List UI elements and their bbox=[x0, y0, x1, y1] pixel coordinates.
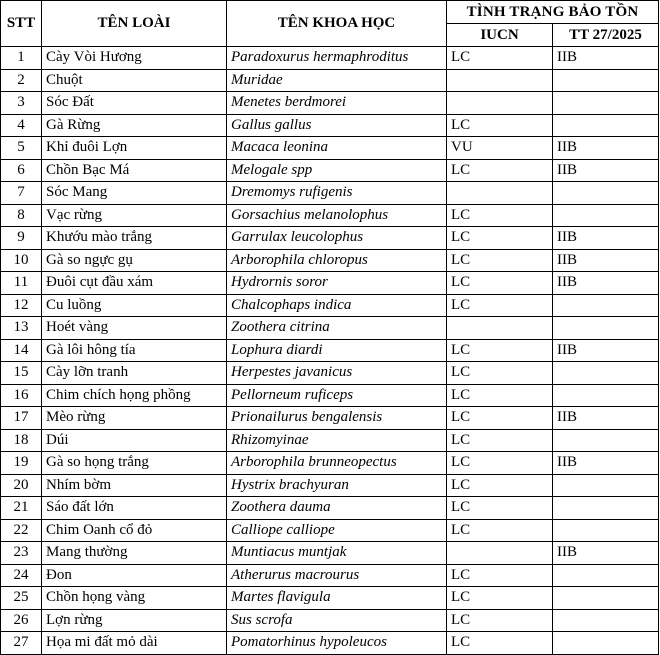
cell-tt-27-2025 bbox=[553, 384, 659, 407]
cell-tt-27-2025: IIB bbox=[553, 227, 659, 250]
table-row bbox=[1, 362, 659, 385]
cell-stt: 7 bbox=[1, 182, 42, 205]
header-stt: STT bbox=[1, 1, 42, 47]
cell-ten-khoa-hoc: Lophura diardi bbox=[227, 339, 447, 362]
table-row bbox=[1, 159, 659, 182]
cell-ten-khoa-hoc: Paradoxurus hermaphroditus bbox=[227, 47, 447, 70]
cell-stt: 14 bbox=[1, 339, 42, 362]
cell-ten-loai: Cu luồng bbox=[42, 294, 227, 317]
cell-stt: 27 bbox=[1, 632, 42, 655]
cell-iucn: LC bbox=[447, 272, 553, 295]
cell-stt: 9 bbox=[1, 227, 42, 250]
cell-iucn: LC bbox=[447, 227, 553, 250]
cell-stt: 13 bbox=[1, 317, 42, 340]
cell-ten-khoa-hoc: Martes flavigula bbox=[227, 587, 447, 610]
cell-iucn: LC bbox=[447, 564, 553, 587]
cell-ten-loai: Khướu mào trắng bbox=[42, 227, 227, 250]
cell-tt-27-2025 bbox=[553, 474, 659, 497]
cell-stt: 22 bbox=[1, 519, 42, 542]
table-body bbox=[1, 47, 659, 655]
table-row bbox=[1, 429, 659, 452]
cell-tt-27-2025 bbox=[553, 114, 659, 137]
cell-ten-loai: Dúi bbox=[42, 429, 227, 452]
cell-tt-27-2025: IIB bbox=[553, 407, 659, 430]
cell-tt-27-2025 bbox=[553, 497, 659, 520]
cell-ten-loai: Vạc rừng bbox=[42, 204, 227, 227]
cell-tt-27-2025 bbox=[553, 587, 659, 610]
cell-iucn: LC bbox=[447, 362, 553, 385]
cell-ten-loai: Hoét vàng bbox=[42, 317, 227, 340]
cell-ten-khoa-hoc: Hystrix brachyuran bbox=[227, 474, 447, 497]
cell-ten-khoa-hoc: Muntiacus muntjak bbox=[227, 542, 447, 565]
cell-ten-loai: Gà Rừng bbox=[42, 114, 227, 137]
cell-tt-27-2025 bbox=[553, 429, 659, 452]
table-row bbox=[1, 519, 659, 542]
cell-iucn bbox=[447, 92, 553, 115]
cell-iucn: LC bbox=[447, 47, 553, 70]
header-tt-27-2025: TT 27/2025 bbox=[553, 24, 659, 47]
cell-stt: 18 bbox=[1, 429, 42, 452]
cell-tt-27-2025 bbox=[553, 92, 659, 115]
cell-iucn: LC bbox=[447, 384, 553, 407]
header-ten-loai: TÊN LOÀI bbox=[42, 1, 227, 47]
cell-stt: 11 bbox=[1, 272, 42, 295]
cell-iucn: LC bbox=[447, 429, 553, 452]
cell-stt: 24 bbox=[1, 564, 42, 587]
header-iucn: IUCN bbox=[447, 24, 553, 47]
cell-iucn: LC bbox=[447, 587, 553, 610]
cell-ten-khoa-hoc: Garrulax leucolophus bbox=[227, 227, 447, 250]
cell-ten-khoa-hoc: Atherurus macrourus bbox=[227, 564, 447, 587]
cell-ten-khoa-hoc: Gallus gallus bbox=[227, 114, 447, 137]
header-tinh-trang-bao-ton: TÌNH TRẠNG BẢO TỒN bbox=[447, 1, 659, 24]
table-row bbox=[1, 407, 659, 430]
cell-ten-khoa-hoc: Sus scrofa bbox=[227, 609, 447, 632]
table-row bbox=[1, 114, 659, 137]
cell-stt: 12 bbox=[1, 294, 42, 317]
cell-ten-loai: Chim chích họng phồng bbox=[42, 384, 227, 407]
cell-tt-27-2025 bbox=[553, 632, 659, 655]
cell-ten-khoa-hoc: Zoothera citrina bbox=[227, 317, 447, 340]
cell-stt: 16 bbox=[1, 384, 42, 407]
cell-ten-khoa-hoc: Muridae bbox=[227, 69, 447, 92]
cell-ten-khoa-hoc: Prionailurus bengalensis bbox=[227, 407, 447, 430]
table-row bbox=[1, 564, 659, 587]
cell-stt: 15 bbox=[1, 362, 42, 385]
cell-ten-khoa-hoc: Arborophila chloropus bbox=[227, 249, 447, 272]
cell-stt: 4 bbox=[1, 114, 42, 137]
cell-stt: 20 bbox=[1, 474, 42, 497]
cell-tt-27-2025: IIB bbox=[553, 452, 659, 475]
cell-stt: 17 bbox=[1, 407, 42, 430]
cell-tt-27-2025 bbox=[553, 204, 659, 227]
cell-ten-loai: Cày lỡn tranh bbox=[42, 362, 227, 385]
cell-ten-loai: Nhím bờm bbox=[42, 474, 227, 497]
cell-ten-loai: Gà so ngực gụ bbox=[42, 249, 227, 272]
cell-tt-27-2025: IIB bbox=[553, 272, 659, 295]
cell-ten-loai: Họa mi đất mỏ dài bbox=[42, 632, 227, 655]
table-row bbox=[1, 339, 659, 362]
cell-iucn bbox=[447, 542, 553, 565]
cell-ten-khoa-hoc: Rhizomyinae bbox=[227, 429, 447, 452]
table-row bbox=[1, 47, 659, 70]
cell-ten-loai: Mèo rừng bbox=[42, 407, 227, 430]
cell-iucn: LC bbox=[447, 452, 553, 475]
table-row bbox=[1, 249, 659, 272]
table-row bbox=[1, 497, 659, 520]
cell-ten-loai: Chồn họng vàng bbox=[42, 587, 227, 610]
cell-ten-loai: Cày Vòi Hương bbox=[42, 47, 227, 70]
table-row bbox=[1, 384, 659, 407]
cell-ten-loai: Chim Oanh cổ đỏ bbox=[42, 519, 227, 542]
cell-ten-khoa-hoc: Chalcophaps indica bbox=[227, 294, 447, 317]
table-row bbox=[1, 294, 659, 317]
cell-stt: 21 bbox=[1, 497, 42, 520]
table-row bbox=[1, 609, 659, 632]
cell-ten-khoa-hoc: Pomatorhinus hypoleucos bbox=[227, 632, 447, 655]
cell-tt-27-2025 bbox=[553, 294, 659, 317]
cell-tt-27-2025 bbox=[553, 317, 659, 340]
cell-ten-khoa-hoc: Hydrornis soror bbox=[227, 272, 447, 295]
cell-ten-loai: Sóc Đất bbox=[42, 92, 227, 115]
cell-tt-27-2025: IIB bbox=[553, 47, 659, 70]
cell-iucn bbox=[447, 182, 553, 205]
cell-ten-loai: Lợn rừng bbox=[42, 609, 227, 632]
cell-ten-khoa-hoc: Herpestes javanicus bbox=[227, 362, 447, 385]
table-row bbox=[1, 272, 659, 295]
cell-iucn: LC bbox=[447, 474, 553, 497]
table-row bbox=[1, 69, 659, 92]
cell-ten-khoa-hoc: Macaca leonina bbox=[227, 137, 447, 160]
cell-tt-27-2025: IIB bbox=[553, 542, 659, 565]
cell-tt-27-2025 bbox=[553, 182, 659, 205]
cell-ten-loai: Đon bbox=[42, 564, 227, 587]
table-row bbox=[1, 542, 659, 565]
cell-tt-27-2025: IIB bbox=[553, 249, 659, 272]
cell-ten-khoa-hoc: Arborophila brunneopectus bbox=[227, 452, 447, 475]
header-ten-khoa-hoc: TÊN KHOA HỌC bbox=[227, 1, 447, 47]
cell-stt: 1 bbox=[1, 47, 42, 70]
table-row bbox=[1, 92, 659, 115]
cell-ten-loai: Đuôi cụt đầu xám bbox=[42, 272, 227, 295]
cell-ten-khoa-hoc: Melogale spp bbox=[227, 159, 447, 182]
cell-ten-loai: Sóc Mang bbox=[42, 182, 227, 205]
cell-iucn: LC bbox=[447, 407, 553, 430]
cell-stt: 25 bbox=[1, 587, 42, 610]
cell-iucn: LC bbox=[447, 204, 553, 227]
table-row bbox=[1, 587, 659, 610]
cell-ten-loai: Gà lôi hông tía bbox=[42, 339, 227, 362]
table-row bbox=[1, 204, 659, 227]
cell-iucn: LC bbox=[447, 114, 553, 137]
cell-ten-khoa-hoc: Dremomys rufigenis bbox=[227, 182, 447, 205]
cell-iucn bbox=[447, 317, 553, 340]
cell-stt: 2 bbox=[1, 69, 42, 92]
table-row bbox=[1, 317, 659, 340]
cell-ten-khoa-hoc: Menetes berdmorei bbox=[227, 92, 447, 115]
cell-iucn: LC bbox=[447, 249, 553, 272]
cell-ten-loai: Mang thường bbox=[42, 542, 227, 565]
cell-stt: 8 bbox=[1, 204, 42, 227]
cell-ten-khoa-hoc: Pellorneum ruficeps bbox=[227, 384, 447, 407]
cell-iucn: VU bbox=[447, 137, 553, 160]
cell-iucn: LC bbox=[447, 339, 553, 362]
table-row bbox=[1, 182, 659, 205]
cell-ten-khoa-hoc: Zoothera dauma bbox=[227, 497, 447, 520]
cell-tt-27-2025: IIB bbox=[553, 339, 659, 362]
cell-iucn: LC bbox=[447, 497, 553, 520]
table-row bbox=[1, 474, 659, 497]
cell-iucn: LC bbox=[447, 632, 553, 655]
header-row-top bbox=[1, 1, 659, 24]
table-row bbox=[1, 137, 659, 160]
cell-iucn: LC bbox=[447, 519, 553, 542]
cell-ten-loai: Sáo đất lớn bbox=[42, 497, 227, 520]
cell-tt-27-2025: IIB bbox=[553, 137, 659, 160]
cell-iucn bbox=[447, 69, 553, 92]
cell-ten-loai: Chồn Bạc Má bbox=[42, 159, 227, 182]
cell-stt: 5 bbox=[1, 137, 42, 160]
cell-tt-27-2025 bbox=[553, 69, 659, 92]
cell-tt-27-2025: IIB bbox=[553, 159, 659, 182]
cell-stt: 23 bbox=[1, 542, 42, 565]
cell-tt-27-2025 bbox=[553, 564, 659, 587]
cell-iucn: LC bbox=[447, 159, 553, 182]
cell-ten-loai: Chuột bbox=[42, 69, 227, 92]
table-row bbox=[1, 632, 659, 655]
table-row bbox=[1, 227, 659, 250]
cell-iucn: LC bbox=[447, 609, 553, 632]
cell-stt: 10 bbox=[1, 249, 42, 272]
cell-ten-khoa-hoc: Calliope calliope bbox=[227, 519, 447, 542]
table-row bbox=[1, 452, 659, 475]
cell-stt: 26 bbox=[1, 609, 42, 632]
cell-stt: 6 bbox=[1, 159, 42, 182]
cell-stt: 19 bbox=[1, 452, 42, 475]
cell-ten-loai: Gà so họng trắng bbox=[42, 452, 227, 475]
table-header bbox=[1, 1, 659, 47]
cell-ten-loai: Khỉ đuôi Lợn bbox=[42, 137, 227, 160]
cell-stt: 3 bbox=[1, 92, 42, 115]
cell-tt-27-2025 bbox=[553, 519, 659, 542]
cell-ten-khoa-hoc: Gorsachius melanolophus bbox=[227, 204, 447, 227]
cell-tt-27-2025 bbox=[553, 609, 659, 632]
cell-tt-27-2025 bbox=[553, 362, 659, 385]
cell-iucn: LC bbox=[447, 294, 553, 317]
